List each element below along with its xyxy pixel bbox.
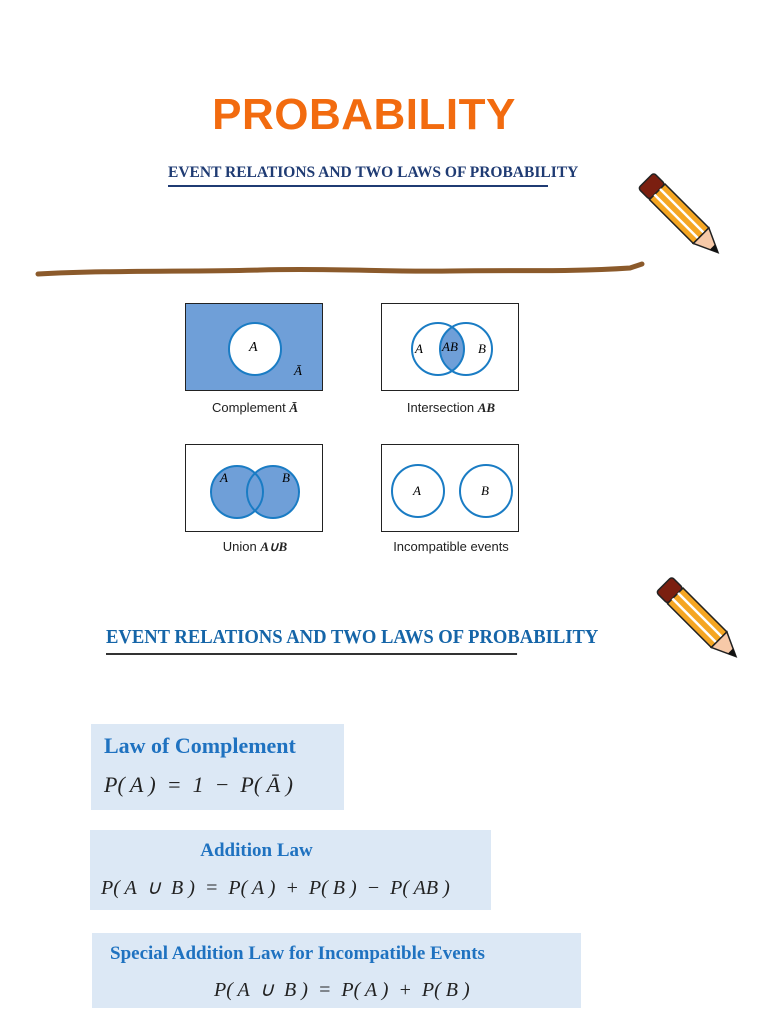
pencil-icon xyxy=(650,572,750,672)
law-special-formula: P( A ∪ B ) = P( A ) + P( B ) xyxy=(214,979,470,1001)
law-special-box xyxy=(92,933,581,1008)
venn-complement xyxy=(185,303,323,391)
law-special-title: Special Addition Law for Incompatible Events xyxy=(110,943,485,964)
caption-union: Union A∪B xyxy=(222,539,288,554)
caption-intersection: Intersection AB xyxy=(406,400,496,415)
law-addition-formula: P( A ∪ B ) = P( A ) + P( B ) − P( AB ) xyxy=(101,877,450,899)
venn-incompatible xyxy=(381,444,519,532)
venn-union xyxy=(185,444,323,532)
law-complement-title: Law of Complement xyxy=(104,733,296,758)
label-ab: AB xyxy=(442,339,458,354)
law-addition-title: Addition Law xyxy=(200,840,313,861)
label-a-bar: Ā xyxy=(294,363,302,378)
label-a: A xyxy=(415,341,423,356)
caption-complement: Complement Ā xyxy=(212,400,298,415)
label-b: B xyxy=(481,483,489,498)
underline-stroke xyxy=(30,250,650,290)
pencil-icon xyxy=(632,168,732,268)
label-a: A xyxy=(220,470,228,485)
venn-intersection xyxy=(381,303,519,391)
law-addition-box xyxy=(90,830,491,910)
label-b: B xyxy=(282,470,290,485)
label-a: A xyxy=(413,483,421,498)
label-b: B xyxy=(478,341,486,356)
page-title: PROBABILITY xyxy=(212,90,516,139)
section-heading-bottom: EVENT RELATIONS AND TWO LAWS OF PROBABILITY xyxy=(106,626,517,655)
label-a: A xyxy=(249,340,258,355)
section-heading-top: EVENT RELATIONS AND TWO LAWS OF PROBABILITY xyxy=(168,164,548,187)
caption-incompatible: Incompatible events xyxy=(393,539,509,554)
law-complement-formula: P( A ) = 1 − P( Ā ) xyxy=(104,772,293,797)
law-complement-box xyxy=(91,724,344,810)
